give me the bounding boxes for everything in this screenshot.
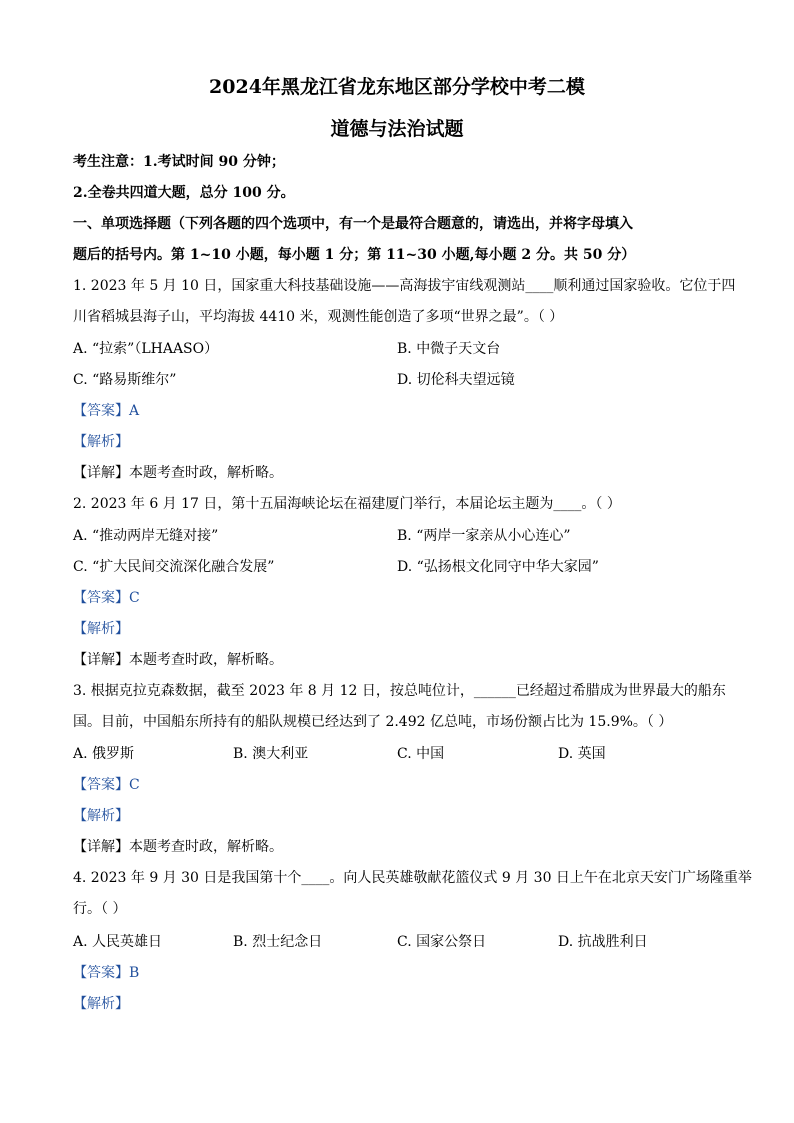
question-2-option-c: C. “扩大民间交流深化融合发展” [73,559,275,575]
section-heading-line-2: 题后的括号内。第 1~10 小题，每小题 1 分；第 11~30 小题,每小题 2 分。共 50 分） [73,247,636,263]
question-1-option-a: A. “拉索”（LHAASO） [73,341,219,357]
question-1-analysis: 【解析】 [73,434,129,450]
question-1-stem-line-2: 川省稻城县海子山，平均海拔 4410 米，观测性能创造了多项“世界之最”。（ ） [73,309,564,325]
question-3-analysis: 【解析】 [73,808,129,824]
question-4-option-c: C. 国家公祭日 [397,934,487,950]
question-4-stem-line-2: 行。（ ） [73,901,127,917]
question-1-detail: 【详解】本题考查时政，解析略。 [73,465,283,481]
question-3-stem-line-2: 国。目前，中国船东所持有的船队规模已经达到了 2.492 亿总吨，市场份额占比为 15.9%。（ ） [73,714,673,730]
page-subtitle: 道德与法治试题 [330,118,464,140]
question-2-option-d: D. “弘扬根文化同守中华大家园” [397,559,599,575]
question-1-answer: 【答案】A [73,403,140,419]
question-1-option-b: B. 中微子天文台 [397,341,501,357]
question-2-analysis: 【解析】 [73,621,129,637]
question-4-stem-line-1: 4. 2023 年 9 月 30 日是我国第十个____。向人民英雄敬献花篮仪式 9 月 30 日上午在北京天安门广场隆重举 [73,870,752,886]
page-title: 2024年黑龙江省龙东地区部分学校中考二模 [209,76,585,98]
question-3-option-d: D. 英国 [558,746,606,762]
question-1-option-c: C. “路易斯维尔” [73,372,177,388]
question-4-analysis: 【解析】 [73,996,129,1012]
question-4-option-d: D. 抗战胜利日 [558,934,648,950]
question-2-option-a: A. “推动两岸无缝对接” [73,528,219,544]
question-2-option-b: B. “两岸一家亲从小心连心” [397,528,571,544]
question-3-option-c: C. 中国 [397,746,445,762]
question-3-stem-line-1: 3. 根据克拉克森数据，截至 2023 年 8 月 12 日，按总吨位计，______已经超过希腊成为世界最大的船东 [73,683,726,699]
question-1-option-d: D. 切伦科夫望远镜 [397,372,515,388]
question-3-answer: 【答案】C [73,777,140,793]
question-3-detail: 【详解】本题考查时政，解析略。 [73,839,283,855]
question-2-detail: 【详解】本题考查时政，解析略。 [73,652,283,668]
question-2-answer: 【答案】C [73,590,140,606]
notice-line-1: 考生注意：1.考试时间 90 分钟； [73,154,285,170]
question-2-stem-line-1: 2. 2023 年 6 月 17 日，第十五届海峡论坛在福建厦门举行，本届论坛主题为____。（ ） [73,496,621,512]
notice-line-2: 2.全卷共四道大题，总分 100 分。 [73,185,295,201]
question-1-stem-line-1: 1. 2023 年 5 月 10 日，国家重大科技基础设施——高海拔宇宙线观测站____顺利通过国家验收。它位于四 [73,278,736,294]
question-3-option-a: A. 俄罗斯 [73,746,135,762]
question-3-option-b: B. 澳大利亚 [233,746,309,762]
question-4-option-a: A. 人民英雄日 [73,934,163,950]
section-heading-line-1: 一、单项选择题（下列各题的四个选项中，有一个是最符合题意的，请选出，并将字母填入 [73,216,633,232]
question-4-answer: 【答案】B [73,965,140,981]
question-4-option-b: B. 烈士纪念日 [233,934,323,950]
